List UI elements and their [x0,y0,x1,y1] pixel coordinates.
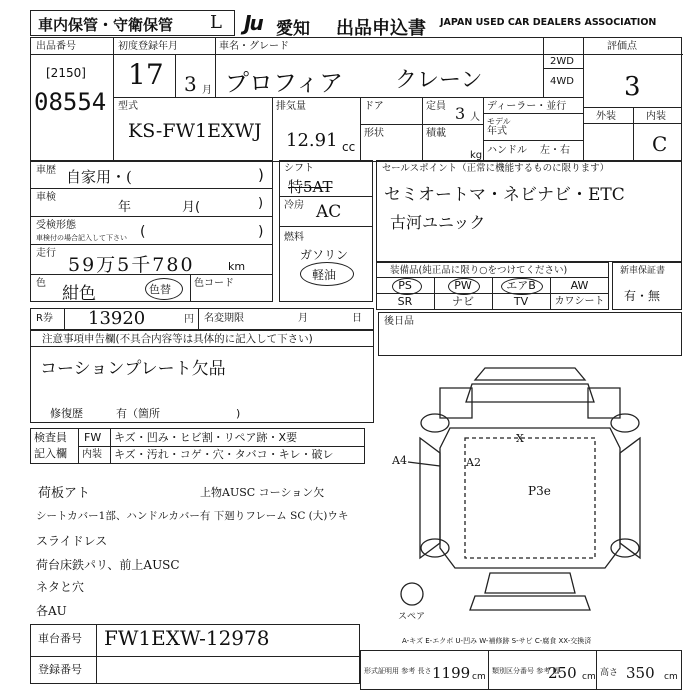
width-value: 250 [548,664,577,682]
repair-label: 修復歴 [50,407,83,420]
registration-year: 17 [128,58,164,91]
storage-mark: L [210,12,222,33]
height-unit: cm [664,672,678,682]
model-label: 型式 [118,101,138,112]
remark-6: ネタと穴 [36,580,85,594]
diagram-mark-a4: A4 [392,454,407,467]
inspector-fw: FW [84,431,102,444]
displacement-unit: cc [342,140,356,154]
dealer-label: ディーラー・並行 [487,101,567,112]
height-label: 高さ [600,668,619,678]
capacity-unit: 人 [470,112,480,123]
remark-5: 荷台床鉄パリ、前上AUSC [36,558,180,572]
aircon-label: 冷房 [284,200,304,211]
logo: Ju [244,11,262,35]
diagram-legend: A-キズ E-エクボ U-凹み W-補修跡 S-サビ C-腐食 XX-交換済 [402,637,592,645]
new-car-label: 新車保証書 [620,266,666,276]
length-label: 形式証明用 参考 長さ [364,667,432,675]
inspector-label1: 検査員 [34,431,67,444]
inspector-label2: 記入欄 [34,447,67,460]
width-unit: cm [582,672,596,682]
length-unit: cm [472,672,486,682]
mileage-value: 59万5千780 [68,254,195,276]
recycle-label: R券 [36,313,53,324]
equip-kawa-seat: カワシート [554,296,605,307]
inspection-close: ) [258,196,264,211]
pickup-note: 車検付の場合記入して下さい [36,234,127,242]
form-title: 出品申込書 [336,18,426,39]
equipment-label: 装備品(純正品に限り○をつけてください) [390,265,568,276]
repair-close: ) [236,407,241,420]
recycle-unit: 円 [184,314,194,325]
inspector-in: 内装 [82,449,102,460]
selling-points-label: セールスポイント（正常に機能するものに限ります） [382,163,610,174]
pickup-label: 受検形態 [36,220,76,231]
drive-2wd: 2WD [550,56,574,67]
shape-label: 形状 [364,128,384,139]
inspection-year: 年 [118,200,132,215]
recycle-block [30,308,374,330]
spare-label: スペア [398,612,426,622]
score-label: 評価点 [607,41,637,52]
later-docs-label: 後日品 [384,316,414,327]
chassis-label: 車台番号 [38,632,82,645]
org-english: JAPAN USED CAR DEALERS ASSOCIATION [440,17,657,28]
equip-tv: TV [513,295,529,308]
equip-pw: PW [454,279,472,292]
shift-label: シフト [284,163,314,174]
remark-2: 上物AUSC コーション欠 [200,486,325,499]
lot-sub: [2150] [46,66,86,80]
history-close: ) [258,166,264,184]
selling-points-line1: セミオートマ・ネビナビ・ETC [384,185,625,205]
interior-label: 内装 [646,111,666,122]
interior-value: C [652,132,668,156]
vehicle-name: プロフィア [225,69,344,97]
mileage-label: 走行 [36,248,56,259]
inspection-label: 車検 [36,192,56,203]
equip-navi: ナビ [452,295,474,308]
selling-points-line2: 古河ユニック [390,213,486,232]
remark-3: シートカバー1部、ハンドルカバー有 下廻りフレーム SC (大)ウキ [36,510,349,522]
history-label: 車歴 [36,165,56,176]
storage-label: 車内保管・守衛保管 [38,16,174,34]
capacity-label: 定員 [426,101,446,112]
width-label: 類別区分番号 参考 幅 [492,667,560,675]
vehicle-grade: クレーン [395,68,483,93]
later-docs-block [378,312,682,356]
door-label: ドア [364,101,384,112]
name-change-label: 名変期限 [204,313,244,324]
displacement-value: 12.91 [286,130,338,151]
aircon-value: AC [316,202,342,222]
notes-value: コーションプレート欠品 [40,359,226,379]
load-unit: kg [470,150,483,161]
inspector-fw-text: キズ・凹み・ヒビ割・リペア跡・X要 [114,431,298,444]
remark-4: スライドレス [36,534,108,548]
color-value: 紺色 [62,284,96,304]
inspector-in-text: キズ・汚れ・コゲ・穴・タバコ・キレ・破レ [114,448,334,461]
remark-7: 各AU [36,604,67,618]
equip-aw: AW [570,279,589,292]
mileage-unit: km [228,260,246,273]
inspection-month: 月( [182,200,201,215]
pickup-open: ( [140,224,146,240]
score-value: 3 [624,72,641,102]
top-frame [30,37,682,162]
recycle-value: 13920 [88,308,146,329]
equip-ps: PS [398,279,412,292]
exterior-label: 外装 [596,111,616,122]
registration-month-unit: 月 [202,85,212,96]
handle-label: ハンドル [487,145,527,156]
equip-sr: SR [397,295,413,308]
load-label: 積載 [426,128,446,139]
new-car-value: 有・無 [624,289,661,303]
fuel-gas: ガソリン [300,248,349,262]
color-code-label: 色コード [194,278,234,289]
capacity-value: 3 [455,104,466,123]
remark-1: 荷板アト [38,486,91,501]
history-value: 自家用・( [66,168,132,186]
model-year-label: モデル [487,117,511,126]
model-year-label2: 年式 [487,126,507,137]
height-value: 350 [626,664,655,682]
fuel-diesel: 軽油 [312,268,337,282]
registration-label: 初度登録年月 [118,41,178,52]
displacement-label: 排気量 [276,101,306,112]
pickup-close: ) [258,224,264,240]
shift-value: 特5AT [288,178,333,196]
org-name: 愛知 [276,19,310,39]
reg-label: 登録番号 [38,663,82,676]
diagram-mark-p3e: P3e [528,484,551,498]
diagram-mark-x: X [516,432,524,445]
lot-label: 出品番号 [36,41,76,52]
color-change: 色替 [149,283,171,296]
repair-value: 有（箇所 [116,407,160,420]
name-change-day: 日 [352,313,362,324]
notes-label: 注意事項申告欄(不具合内容等は具体的に記入して下さい) [42,333,313,345]
model-value: KS-FW1EXWJ [128,120,262,142]
length-value: 1199 [432,664,471,682]
equip-airbag: エアB [506,279,536,292]
diagram-mark-a2: A2 [466,456,481,469]
handle-options: 左・右 [540,145,570,156]
drive-4wd: 4WD [550,76,574,87]
name-change-month: 月 [298,313,308,324]
fuel-label: 燃料 [284,232,304,243]
vehicle-name-label: 車名・グレード [219,41,289,52]
lot-number: 08554 [34,88,107,116]
registration-month: 3 [184,72,197,96]
chassis-value: FW1EXW-12978 [104,626,270,650]
color-label: 色 [36,278,46,289]
